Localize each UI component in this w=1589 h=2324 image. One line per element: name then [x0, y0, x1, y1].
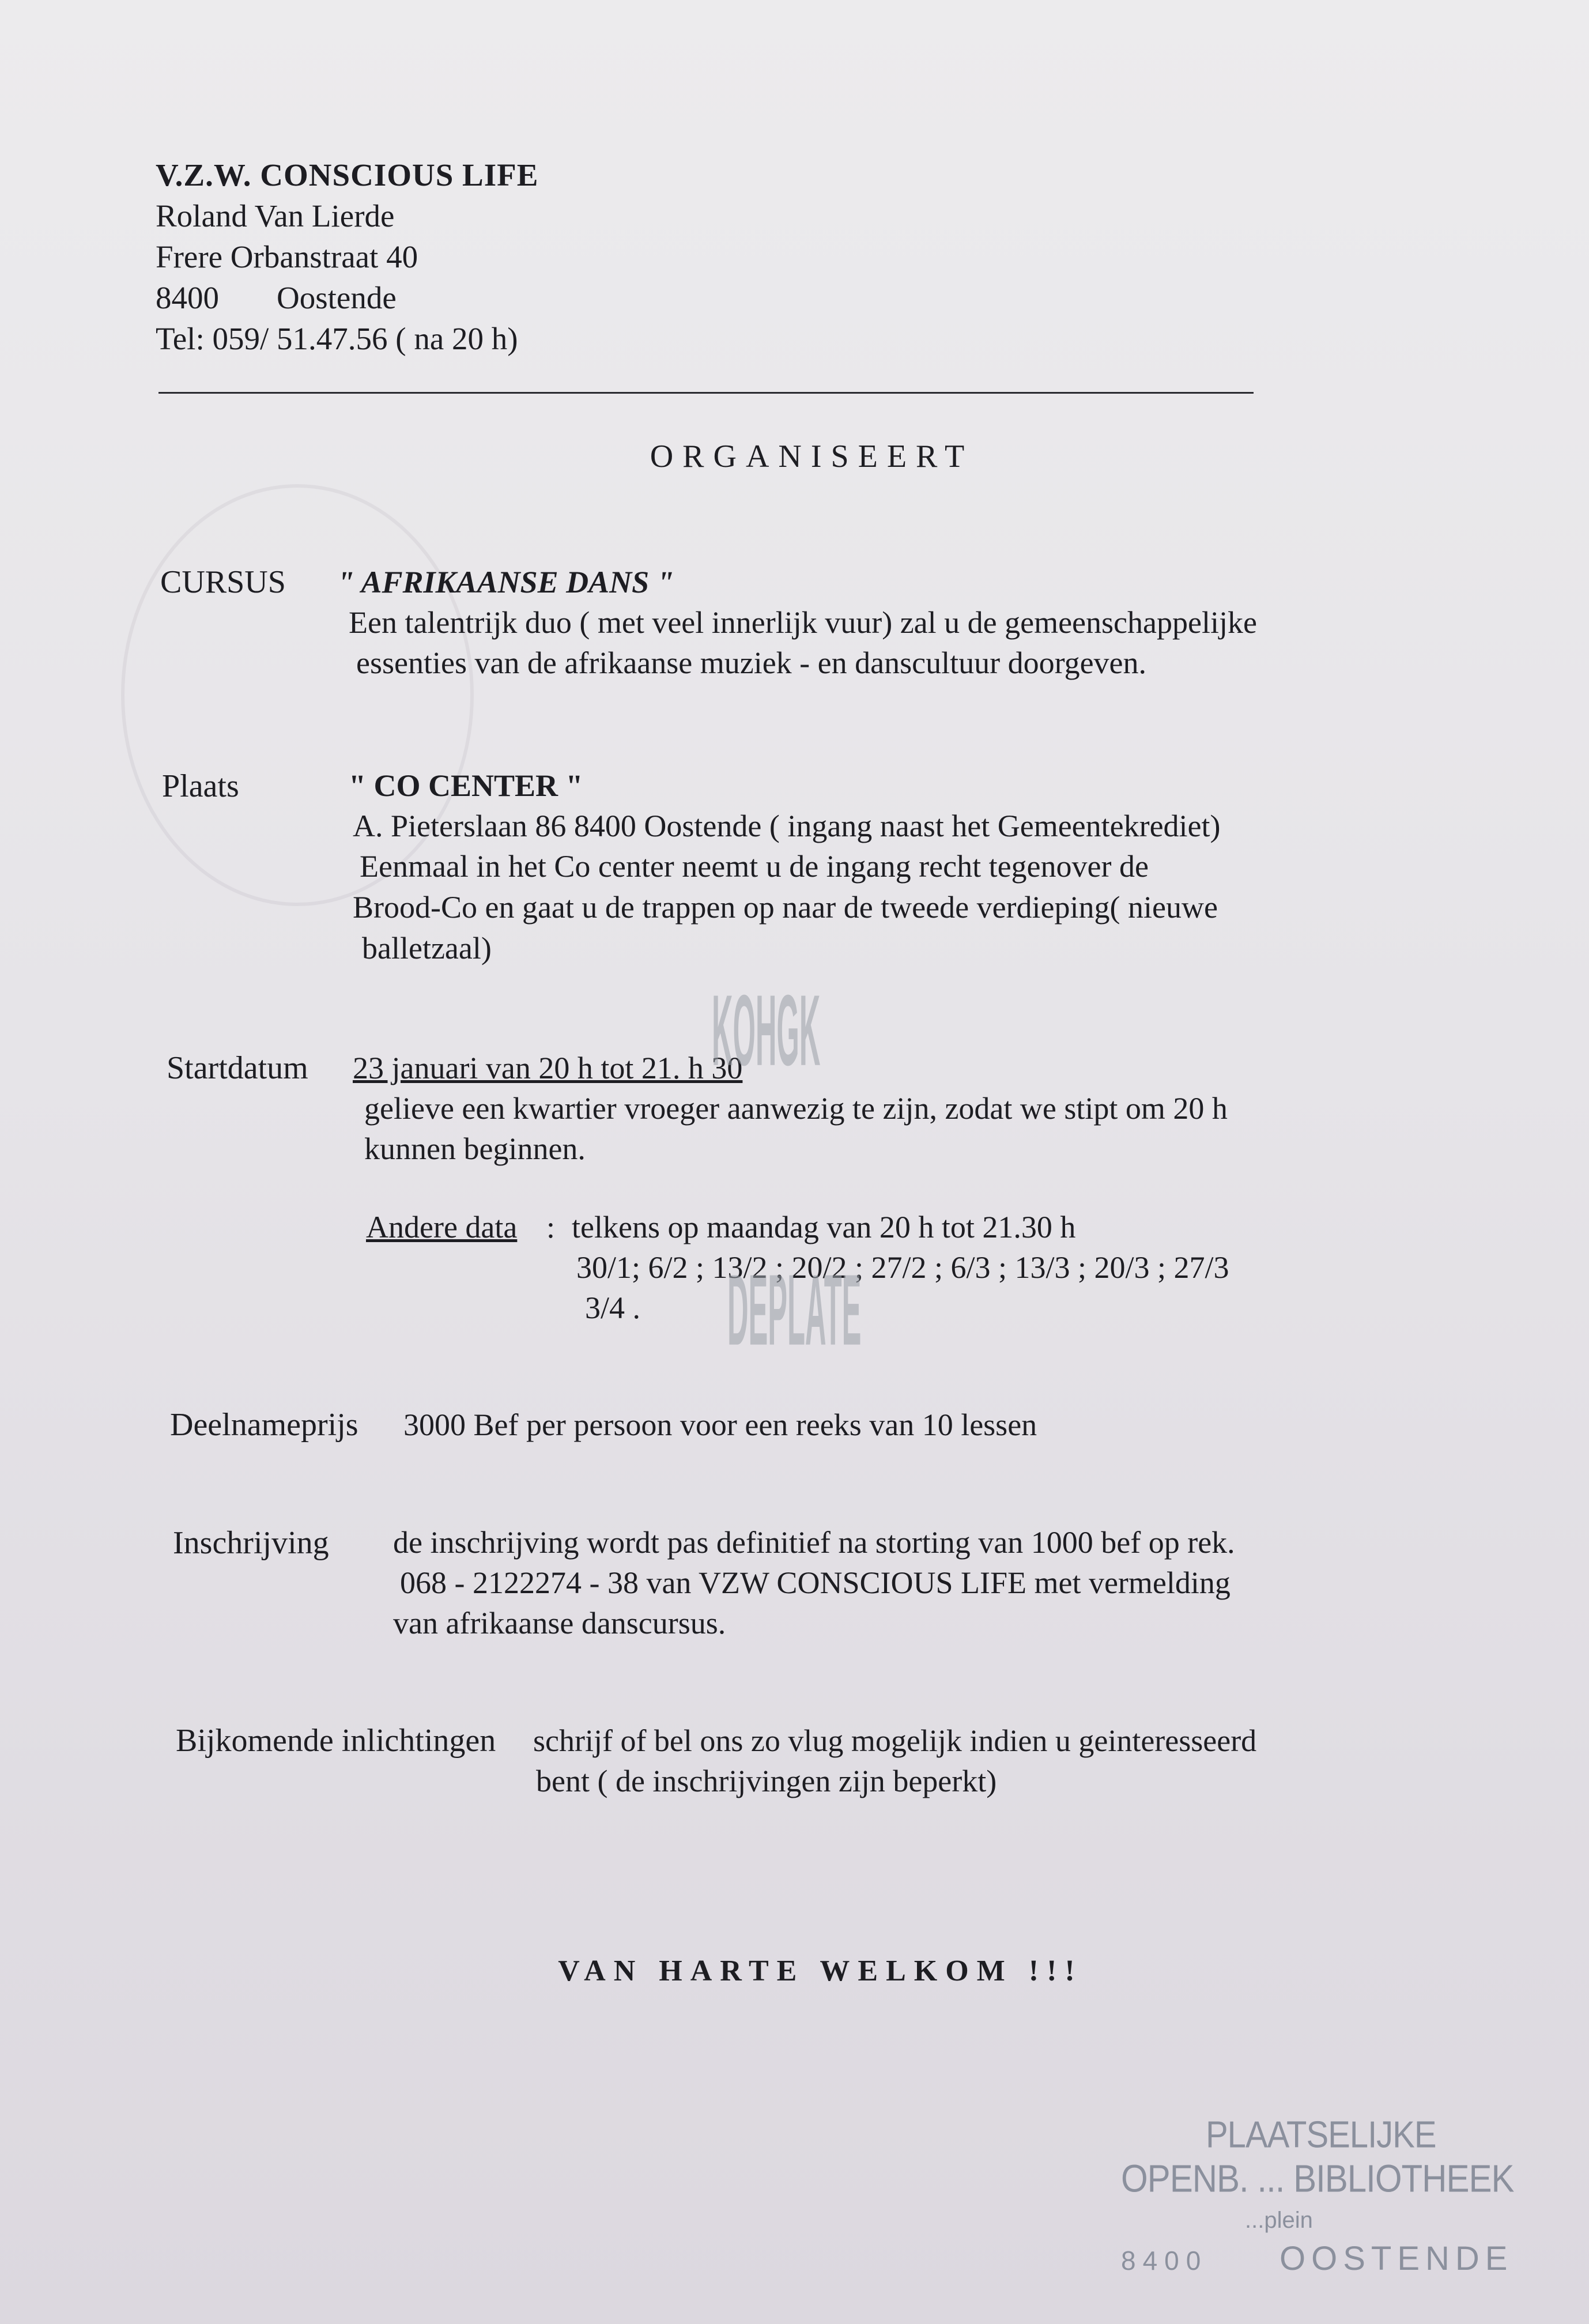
start-date: 23 januari van 20 h tot 21. h 30: [353, 1051, 743, 1085]
city: Oostende: [277, 280, 397, 315]
header-divider: [158, 392, 1254, 394]
organiseert-heading: ORGANISEERT: [650, 439, 974, 474]
plaats-title: " CO CENTER ": [349, 768, 583, 803]
plaats-line-3: Brood-Co en gaat u de trappen op naar de tweede verdieping( nieuwe: [353, 890, 1218, 925]
inschrijving-line-2: 068 - 2122274 - 38 van VZW CONSCIOUS LIFE met vermelding: [400, 1565, 1231, 1600]
closing-greeting: VAN HARTE WELKOM !!!: [558, 1955, 1083, 1987]
cursus-label: CURSUS: [160, 564, 286, 600]
andere-data-label: Andere data: [366, 1210, 518, 1244]
watermark-line-1: KOHGK: [712, 975, 821, 1087]
deelnameprijs-text: 3000 Bef per persoon voor een reeks van 10 lessen: [403, 1408, 1037, 1442]
startdatum-label: Startdatum: [167, 1050, 308, 1086]
inschrijving-label: Inschrijving: [173, 1525, 329, 1561]
inschrijving-line-3: van afrikaanse danscursus.: [393, 1606, 726, 1640]
andere-data-colon: :: [546, 1210, 556, 1244]
cursus-line-2: essenties van de afrikaanse muziek - en danscultuur doorgeven.: [356, 646, 1147, 680]
phone: Tel: 059/ 51.47.56 ( na 20 h): [156, 321, 518, 356]
stamp-line-3: ...plein: [1245, 2208, 1313, 2233]
andere-data-line-1: telkens op maandag van 20 h tot 21.30 h: [572, 1210, 1076, 1244]
stamp-city: OOSTENDE: [1279, 2240, 1513, 2277]
inlichtingen-line-2: bent ( de inschrijvingen zijn beperkt): [536, 1764, 997, 1798]
street-address: Frere Orbanstraat 40: [156, 239, 418, 274]
inlichtingen-line-1: schrijf of bel ons zo vlug mogelijk indien u geinteresseerd: [533, 1723, 1257, 1758]
postcode: 8400: [156, 280, 219, 315]
plaats-label: Plaats: [162, 768, 239, 804]
inschrijving-line-1: de inschrijving wordt pas definitief na storting van 1000 bef op rek.: [393, 1525, 1235, 1560]
startdatum-line-1: gelieve een kwartier vroeger aanwezig te zijn, zodat we stipt om 20 h: [364, 1091, 1228, 1126]
stamp-line-2: OPENB. ... BIBLIOTHEEK: [1121, 2156, 1514, 2201]
watermark-line-2: DEPLATE: [727, 1254, 862, 1367]
contact-name: Roland Van Lierde: [156, 198, 395, 233]
stamp-line-1: PLAATSELIJKE: [1206, 2114, 1436, 2156]
deelnameprijs-label: Deelnameprijs: [170, 1407, 358, 1443]
startdatum-line-2: kunnen beginnen.: [364, 1131, 586, 1166]
andere-data-line-2: 30/1; 6/2 ; 13/2 ; 20/2 ; 27/2 ; 6/3 ; 13/3 ; 20/3 ; 27/3: [576, 1250, 1229, 1285]
cursus-title: " AFRIKAANSE DANS ": [337, 565, 674, 599]
inlichtingen-label: Bijkomende inlichtingen: [176, 1723, 496, 1759]
andere-data-line-3: 3/4 .: [585, 1291, 641, 1325]
cursus-line-1: Een talentrijk duo ( met veel innerlijk vuur) zal u de gemeenschappelijke: [349, 605, 1257, 640]
plaats-line-4: balletzaal): [362, 931, 492, 965]
org-name: V.Z.W. CONSCIOUS LIFE: [156, 157, 539, 193]
plaats-line-1: A. Pieterslaan 86 8400 Oostende ( ingang naast het Gemeentekrediet): [353, 809, 1221, 843]
stamp-postcode: 8400: [1121, 2246, 1208, 2276]
plaats-line-2: Eenmaal in het Co center neemt u de ingang recht tegenover de: [360, 849, 1149, 884]
